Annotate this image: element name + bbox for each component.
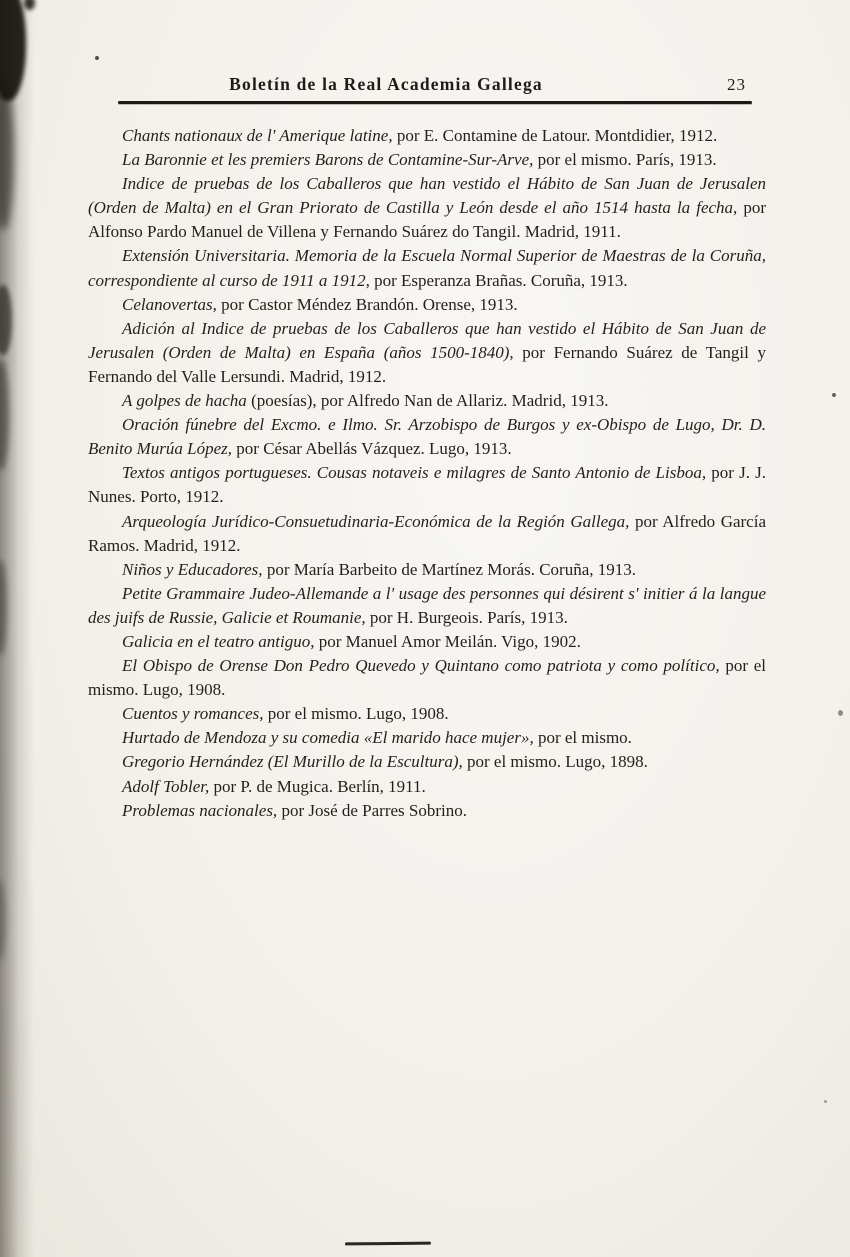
- bibliography-entry: [88, 799, 766, 823]
- bibliography-entry: [88, 654, 766, 702]
- entry-title: Hurtado de Mendoza y su comedia «El marido hace mujer»,: [122, 728, 534, 748]
- bibliography-entry: [88, 124, 766, 148]
- entry-detail: por José de Parres Sobrino.: [277, 800, 467, 820]
- bibliography-entry: [88, 582, 766, 630]
- bibliography-entry: [88, 750, 766, 774]
- bibliography-entry: [88, 775, 766, 799]
- entry-detail: por H. Burgeois. París, 1913.: [365, 607, 568, 627]
- scan-speck: [824, 1100, 827, 1103]
- entry-title: Adición al Indice de pruebas de los Caballeros que han vestido el Hábito de San Juan de Jerusalen (Orden de Malta) en España (años 1500-1840),: [88, 318, 766, 362]
- bibliography-entry: [88, 726, 766, 750]
- entry-title: Textos antigos portugueses. Cousas notaveis e milagres de Santo Antonio de Lisboa,: [122, 463, 707, 483]
- entry-title: Chants nationaux de l' Amerique latine,: [122, 126, 393, 145]
- entry-title: Arqueología Jurídico-Consuetudinaria-Económica de la Región Gallega,: [122, 511, 630, 531]
- entry-detail: (poesías), por Alfredo Nan de Allariz. Madrid, 1913.: [246, 391, 609, 411]
- entry-detail: por el mismo. Lugo, 1898.: [462, 752, 648, 772]
- entry-detail: por Esperanza Brañas. Coruña, 1913.: [369, 270, 628, 290]
- bottom-edge-mark: [345, 1242, 431, 1246]
- bibliography-entry: [88, 413, 766, 461]
- bibliography-entry: [88, 317, 766, 389]
- bibliography-entry: [88, 389, 766, 413]
- bibliography-entry: [88, 293, 766, 317]
- entry-detail: por E. Contamine de Latour. Montdidier, 1912.: [392, 126, 718, 145]
- entry-detail: por el mismo. París, 1913.: [533, 150, 717, 170]
- header-rule: [118, 101, 752, 104]
- entry-detail: por Alfredo García Ramos. Madrid, 1912.: [88, 511, 766, 555]
- page-number: 23: [727, 75, 746, 94]
- entry-title: Petite Grammaire Judeo-Allemande a l' usage des personnes qui désirent s' initier á la langue des juifs de Russie, Galicie et Roumanie,: [88, 583, 766, 627]
- entry-title: Celanovertas,: [122, 294, 217, 314]
- entry-title: Indice de pruebas de los Caballeros que han vestido el Hábito de San Juan de Jerusalen (Orden de Malta) en el Gran Priorato de Castilla y León desde el año 1514 hasta la fecha,: [88, 174, 766, 218]
- entry-detail: por Alfonso Pardo Manuel de Villena y Fernando Suárez do Tangil. Madrid, 1911.: [88, 198, 766, 242]
- bibliography-entry: [88, 510, 766, 558]
- entry-detail: por Castor Méndez Brandón. Orense, 1913.: [216, 294, 518, 314]
- entry-title: A golpes de hacha: [122, 391, 247, 411]
- bibliography-entry: [88, 702, 766, 726]
- scan-speck: [95, 56, 99, 60]
- bibliography-entry: [88, 148, 766, 172]
- entry-title: Problemas nacionales,: [122, 800, 278, 820]
- bibliography-entry: [88, 461, 766, 509]
- entry-detail: por Fernando Suárez de Tangil y Fernando del Valle Lersundi. Madrid, 1912.: [88, 342, 766, 386]
- entry-title: La Baronnie et les premiers Barons de Contamine-Sur-Arve,: [122, 150, 534, 170]
- entry-title: Gregorio Hernández (El Murillo de la Escultura),: [122, 752, 463, 772]
- journal-title: Boletín de la Real Academia Gallega: [229, 74, 543, 94]
- scan-speck: [832, 393, 836, 397]
- page-header: [88, 74, 764, 100]
- entry-title: Niños y Educadores,: [122, 559, 263, 579]
- bibliography-entry: [88, 630, 766, 654]
- bibliography-list: [88, 124, 766, 823]
- entry-title: Cuentos y romances,: [122, 704, 264, 724]
- entry-detail: por Manuel Amor Meilán. Vigo, 1902.: [314, 631, 581, 651]
- entry-detail: por César Abellás Vázquez. Lugo, 1913.: [232, 439, 512, 459]
- entry-detail: por P. de Mugica. Berlín, 1911.: [209, 776, 426, 796]
- bibliography-entry: [88, 172, 766, 244]
- entry-title: Galicia en el teatro antiguo,: [122, 631, 315, 651]
- bibliography-entry: [88, 558, 766, 582]
- entry-title: El Obispo de Orense Don Pedro Quevedo y Quintano como patriota y como político,: [122, 656, 720, 676]
- bibliography-entry: [88, 244, 766, 292]
- entry-detail: por María Barbeito de Martínez Morás. Coruña, 1913.: [262, 559, 636, 579]
- entry-detail: por el mismo. Lugo, 1908.: [88, 656, 766, 700]
- entry-detail: por el mismo.: [533, 728, 632, 748]
- scan-speck: [838, 710, 843, 716]
- entry-detail: por el mismo. Lugo, 1908.: [263, 704, 449, 724]
- entry-title: Oración fúnebre del Excmo. e Ilmo. Sr. Arzobispo de Burgos y ex-Obispo de Lugo, Dr. D. Benito Murúa López,: [88, 415, 766, 459]
- entry-detail: por J. J. Nunes. Porto, 1912.: [88, 463, 766, 507]
- entry-title: Adolf Tobler,: [122, 776, 210, 796]
- entry-title: Extensión Universitaria. Memoria de la Escuela Normal Superior de Maestras de la Coruña, correspondiente al curso de 1911 a 1912,: [88, 246, 766, 290]
